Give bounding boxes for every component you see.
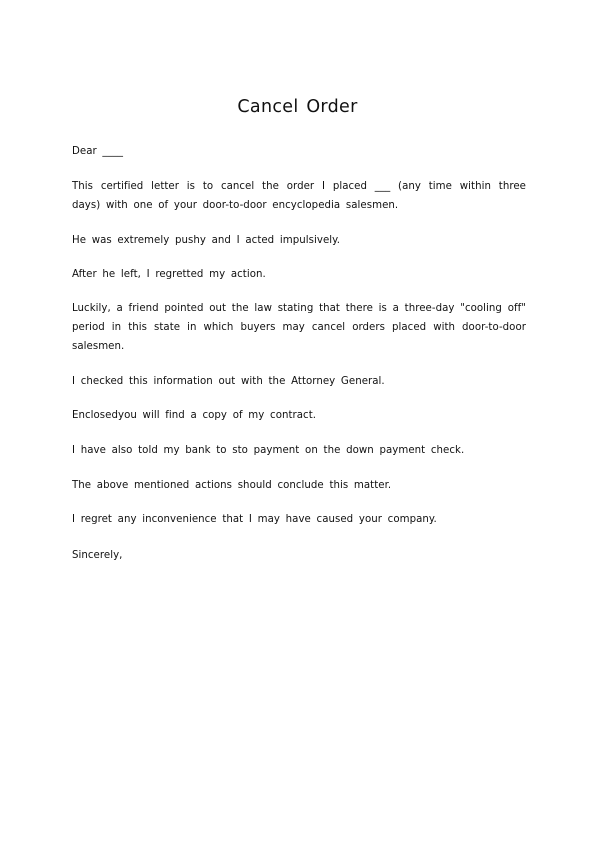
paragraph-cooling-off-law: Luckily, a friend pointed out the law stating that there is a three-day "cooling off" period in this state in which buyers may cancel orders placed with door-to-door salesmen. bbox=[72, 303, 526, 352]
paragraph-stop-payment: I have also told my bank to sto payment on the down payment check. bbox=[72, 445, 465, 456]
paragraph-enclosed-contract: Enclosedyou will find a copy of my contract. bbox=[72, 410, 317, 421]
paragraph-conclude-matter: The above mentioned actions should conclude this matter. bbox=[72, 480, 392, 491]
paragraph-regretted-action: After he left, I regretted my action. bbox=[72, 269, 266, 280]
closing: Sincerely, bbox=[72, 550, 123, 561]
paragraph-pushy-salesman: He was extremely pushy and I acted impulsively. bbox=[72, 235, 341, 246]
paragraph-cancel-order: This certified letter is to cancel the order I placed ___ (any time within three days) with one of your door-to-door encyclopedia salesmen. bbox=[72, 181, 526, 211]
paragraph-apology: I regret any inconvenience that I may have caused your company. bbox=[72, 514, 437, 525]
paragraph-attorney-general: I checked this information out with the Attorney General. bbox=[72, 376, 385, 387]
letter-title: Cancel Order bbox=[237, 97, 358, 117]
salutation: Dear ____ bbox=[72, 146, 124, 157]
